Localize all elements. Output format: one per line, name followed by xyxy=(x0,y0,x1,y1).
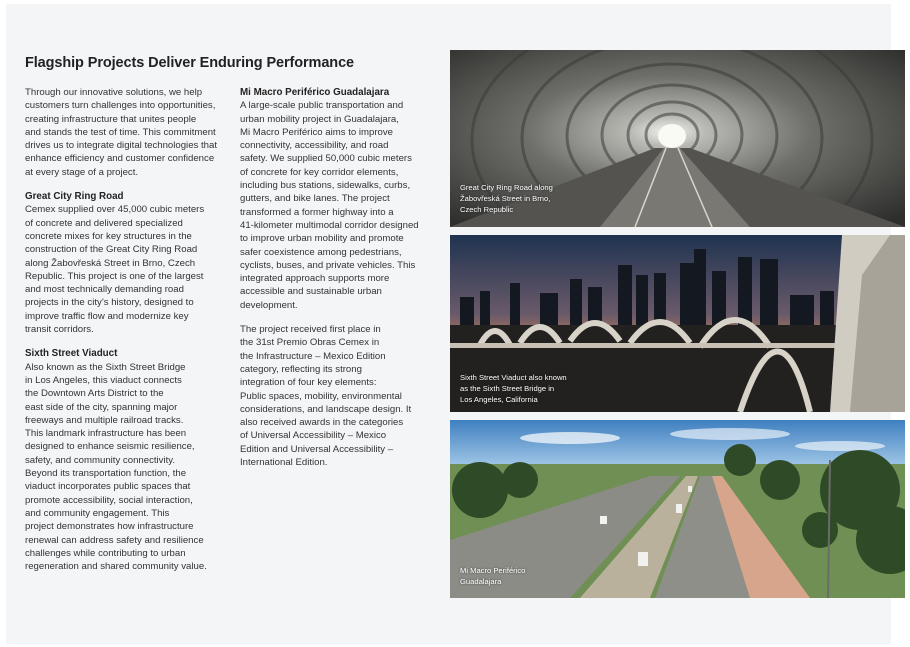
macro-heading: Mi Macro Periférico Guadalajara xyxy=(240,87,390,98)
award-paragraph: The project received first place in the 31st Premio Obras Cemex in the Infrastructure – Mexico Edition category, reflecting its strong integration of four key elements: Public spaces, mobility, environmental considerations, and landscape design. It also received awards in the categories of Universal Accessibility – Mexico Edition and Universal Accessibility – International Edition. xyxy=(240,324,412,469)
viaduct-paragraph: Also known as the Sixth Street Bridge in Los Angeles, this viaduct connects the Downtown Arts District to the east side of the city, spanning major freeways and multiple railroad tracks. This landmark infrastructure has been designed to enhance seismic resilience, safety, and community connectivity. Beyond its transportation function, the viaduct incorporates public spaces that promote accessibility, social interaction, and community engagement. This project demonstrates how infrastructure renewal can address safety and resilience challenges while contributing to urban regeneration and shared community value. xyxy=(25,361,207,573)
intro-paragraph: Through our innovative solutions, we help customers turn challenges into opportunities, creating infrastructure that unites people and stands the test of time. This commitment drives us to integrate digital technologies that enhance efficiency and customer confidence at every stage of a project. xyxy=(25,87,217,178)
viaduct-heading: Sixth Street Viaduct xyxy=(25,348,118,360)
tunnel-caption: Great City Ring Road along Žabovřeská Street in Brno, Czech Republic xyxy=(460,183,553,214)
corridor-photo xyxy=(450,420,905,598)
tunnel-photo xyxy=(450,50,905,227)
ring-road-heading: Great City Ring Road xyxy=(25,191,124,203)
corridor-caption: Mi Macro Periférico Guadalajara xyxy=(460,566,526,586)
middle-column xyxy=(240,86,436,480)
macro-paragraph: A large-scale public transportation and urban mobility project in Guadalajara, Mi Macro Periférico aims to improve connectivity, accessibility, and road safety. We supplied 50,000 cubic meters of concrete for key corridor elements, including bus stations, sidewalks, curbs, gutters, and bike lanes. The project transformed a former highway into a 41-kilometer multimodal corridor designed to improve urban mobility and promote safer coexistence among pedestrians, cyclists, buses, and private vehicles. This integrated approach supports more accessible and sustainable urban development. xyxy=(240,100,419,311)
bridge-photo xyxy=(450,235,905,412)
page-title: Flagship Projects Deliver Enduring Performance xyxy=(25,55,354,71)
ring-road-paragraph: Cemex supplied over 45,000 cubic meters of concrete and delivered specialized concrete mixes for key structures in the construction of the Great City Ring Road along Žabovřeská Street in Brno, Czech Republic. This project is one of the largest and most technically demanding road projects in the city’s history, designed to improve traffic flow and modernize key transit corridors. xyxy=(25,204,205,336)
bridge-caption: Sixth Street Viaduct also known as the Sixth Street Bridge in Los Angeles, California xyxy=(460,373,567,404)
left-column xyxy=(25,86,225,584)
